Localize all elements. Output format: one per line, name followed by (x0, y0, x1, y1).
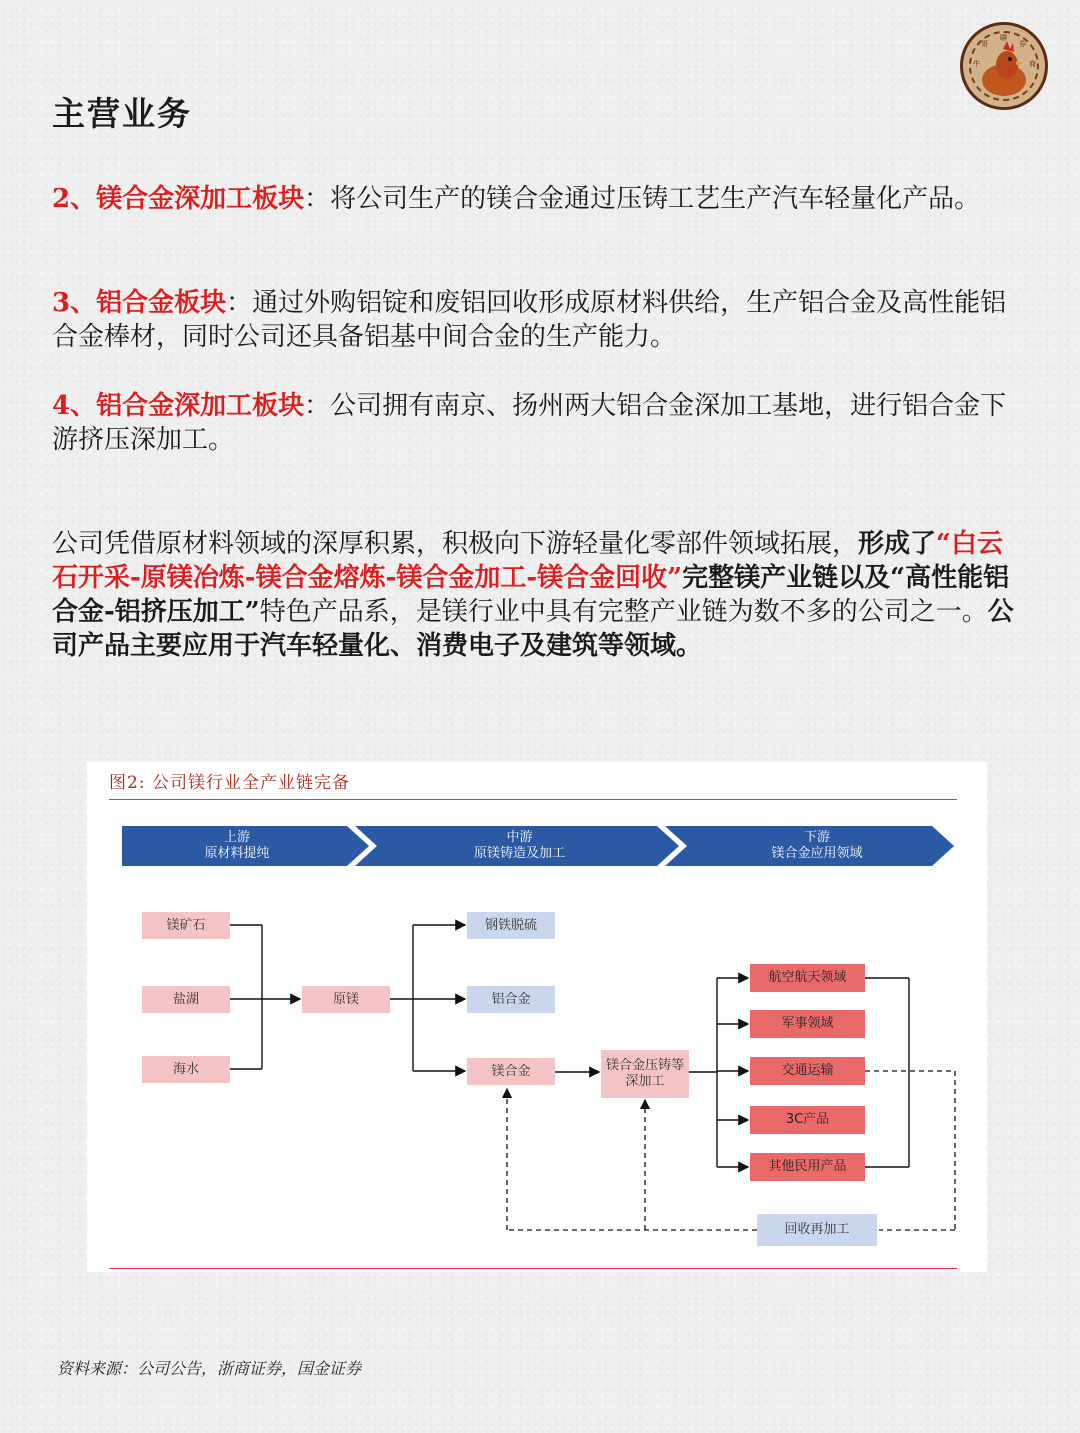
paragraph-separator: ： (304, 184, 331, 214)
node-steel-desulfurization: 钢铁脱硫 (484, 917, 537, 933)
paragraph-label: 4、铝合金深加工板块 (52, 391, 305, 421)
paragraph-separator: ： (226, 288, 253, 318)
stage-name: 上游 (223, 830, 250, 845)
figure-title: 图2: 公司镁行业全产业链完备 (109, 773, 350, 793)
brand-logo (960, 22, 1048, 110)
logo-text: 哥 (981, 40, 988, 48)
node-magnesite-ore: 镁矿石 (166, 917, 206, 933)
summary-text: 特色产品系，是镁行业中具有完整产业链为数不多的公司之一。 (259, 597, 988, 627)
node-3c-products: 3C产品 (785, 1112, 830, 1127)
node-military: 军事领域 (781, 1016, 834, 1031)
stage-upstream-label (122, 826, 352, 866)
paragraph-text: 通过外购铝锭和废铝回收形成原材料供给，生产铝合金及高性能铝合金棒材，同时公司还具备铝基中间合金的生产能力。 (52, 288, 1007, 352)
logo-text: 券 (1019, 40, 1026, 48)
paragraph-al-alloy (52, 286, 1027, 354)
node-magnesium-alloy: 镁合金 (491, 1063, 531, 1079)
node-die-casting: 镁合金压铸等深加工 (605, 1058, 684, 1089)
node-aerospace: 航空航天领域 (768, 970, 847, 985)
stage-sub: 原镁铸造及加工 (473, 846, 565, 861)
stage-name: 中游 (506, 830, 533, 845)
node-transportation: 交通运输 (781, 1063, 834, 1078)
paragraph-label: 2、镁合金深加工板块 (52, 184, 305, 214)
source-note: 资料来源：公司公告，浙商证券，国金证券 (57, 1359, 362, 1378)
logo-text: 聊 (1000, 34, 1007, 42)
node-recycling: 回收再加工 (784, 1222, 850, 1237)
paragraph-separator: ： (304, 391, 331, 421)
summary-text: 形成了 (858, 529, 937, 559)
summary-highlight: “白云石开采-原镁冶炼-镁合金熔炼-镁合金加工-镁合金回收” (52, 529, 1003, 593)
stage-midstream-label (377, 826, 662, 866)
summary-text: 完整镁产业链以及“高性能铝合金-铝挤压加工” (52, 563, 1010, 627)
industry-chain-figure (87, 762, 987, 1272)
page-title: 主营业务 (52, 94, 192, 133)
stage-sub: 原材料提纯 (204, 846, 270, 861)
stage-sub: 镁合金应用领域 (771, 846, 863, 861)
stage-downstream-label (687, 826, 947, 866)
node-salt-lake: 盐湖 (172, 991, 199, 1007)
node-raw-magnesium: 原镁 (332, 991, 359, 1007)
stage-name: 下游 (803, 830, 830, 845)
node-aluminum-alloy: 铝合金 (491, 991, 531, 1007)
node-seawater: 海水 (172, 1061, 199, 1077)
node-civil-products: 其他民用产品 (768, 1159, 847, 1174)
paragraph-mg-deep-processing (52, 182, 1027, 216)
paragraph-text: 将公司生产的镁合金通过压铸工艺生产汽车轻量化产品。 (330, 184, 981, 214)
logo-text: 商 (1029, 60, 1036, 68)
summary-paragraph (52, 527, 1027, 663)
paragraph-text: 公司拥有南京、扬州两大铝合金深加工基地，进行铝合金下游挤压深加工。 (52, 391, 1007, 455)
summary-text: 公司凭借原材料领域的深厚积累，积极向下游轻量化零部件领域拓展， (52, 529, 859, 559)
paragraph-al-deep-processing (52, 389, 1027, 457)
summary-text: 公司产品主要应用于汽车轻量化、消费电子及建筑等领域。 (52, 597, 1014, 661)
paragraph-label: 3、铝合金板块 (52, 288, 227, 318)
logo-text: 牛 (973, 60, 980, 68)
